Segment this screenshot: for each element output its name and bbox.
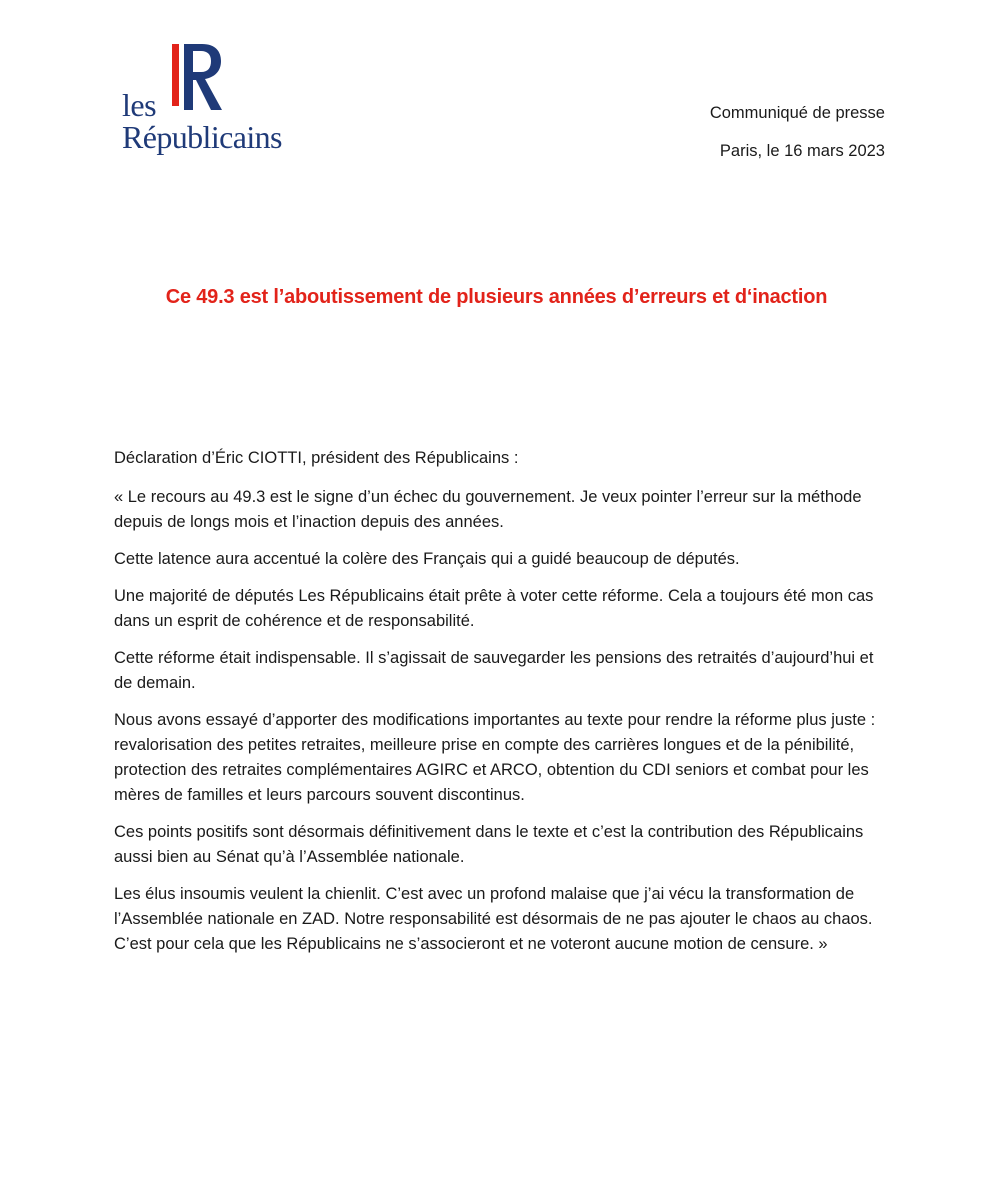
document-header — [710, 94, 885, 170]
statement-intro: Déclaration d’Éric CIOTTI, président des Républicains : — [114, 449, 519, 467]
press-release-title: Ce 49.3 est l’aboutissement de plusieurs années d’erreurs et d‘inaction — [165, 286, 828, 308]
paragraph: Ces points positifs sont désormais définitivement dans le texte et c’est la contribution des Républicains aussi bien au Sénat qu’à l’Assemblée nationale. — [114, 823, 864, 866]
paragraph: Les élus insoumis veulent la chienlit. C’est avec un profond malaise que j’ai vécu la transformation de l’Assemblée nationale en ZAD. Notre responsabilité est désormais de ne pas ajouter le chaos au chaos. C’est pour cela que les Républicains ne s’associeront et ne voteront aucune motion de censure. » — [114, 885, 873, 953]
document-type: Communiqué de presse — [709, 104, 885, 122]
logo-text-les: les — [122, 87, 157, 123]
paragraph: « Le recours au 49.3 est le signe d’un échec du gouvernement. Je veux pointer l’erreur sur la méthode depuis de longs mois et l’inaction depuis des années. — [114, 488, 862, 531]
paragraph: Nous avons essayé d’apporter des modifications importantes au texte pour rendre la réforme plus juste : revalorisation des petites retraites, meilleure prise en compte des carrières longues et de la pénibilité, protection des retraites complémentaires AGIRC et ARCO, obtention du CDI seniors et combat pour les mères de familles et leurs parcours souvent discontinus. — [114, 711, 876, 804]
paragraph: Cette latence aura accentué la colère des Français qui a guidé beaucoup de députés. — [114, 550, 740, 568]
paragraph: Une majorité de députés Les Républicains était prête à voter cette réforme. Cela a toujours été mon cas dans un esprit de cohérence et de responsabilité. — [114, 587, 874, 630]
party-logo — [122, 44, 282, 154]
press-release-body — [114, 446, 894, 969]
logo-text-republicains: Républicains — [122, 119, 282, 155]
paragraph: Cette réforme était indispensable. Il s’agissait de sauvegarder les pensions des retraités d’aujourd’hui et de demain. — [114, 649, 874, 692]
lr-logo-mark-icon — [172, 44, 224, 118]
place-date: Paris, le 16 mars 2023 — [719, 142, 885, 160]
